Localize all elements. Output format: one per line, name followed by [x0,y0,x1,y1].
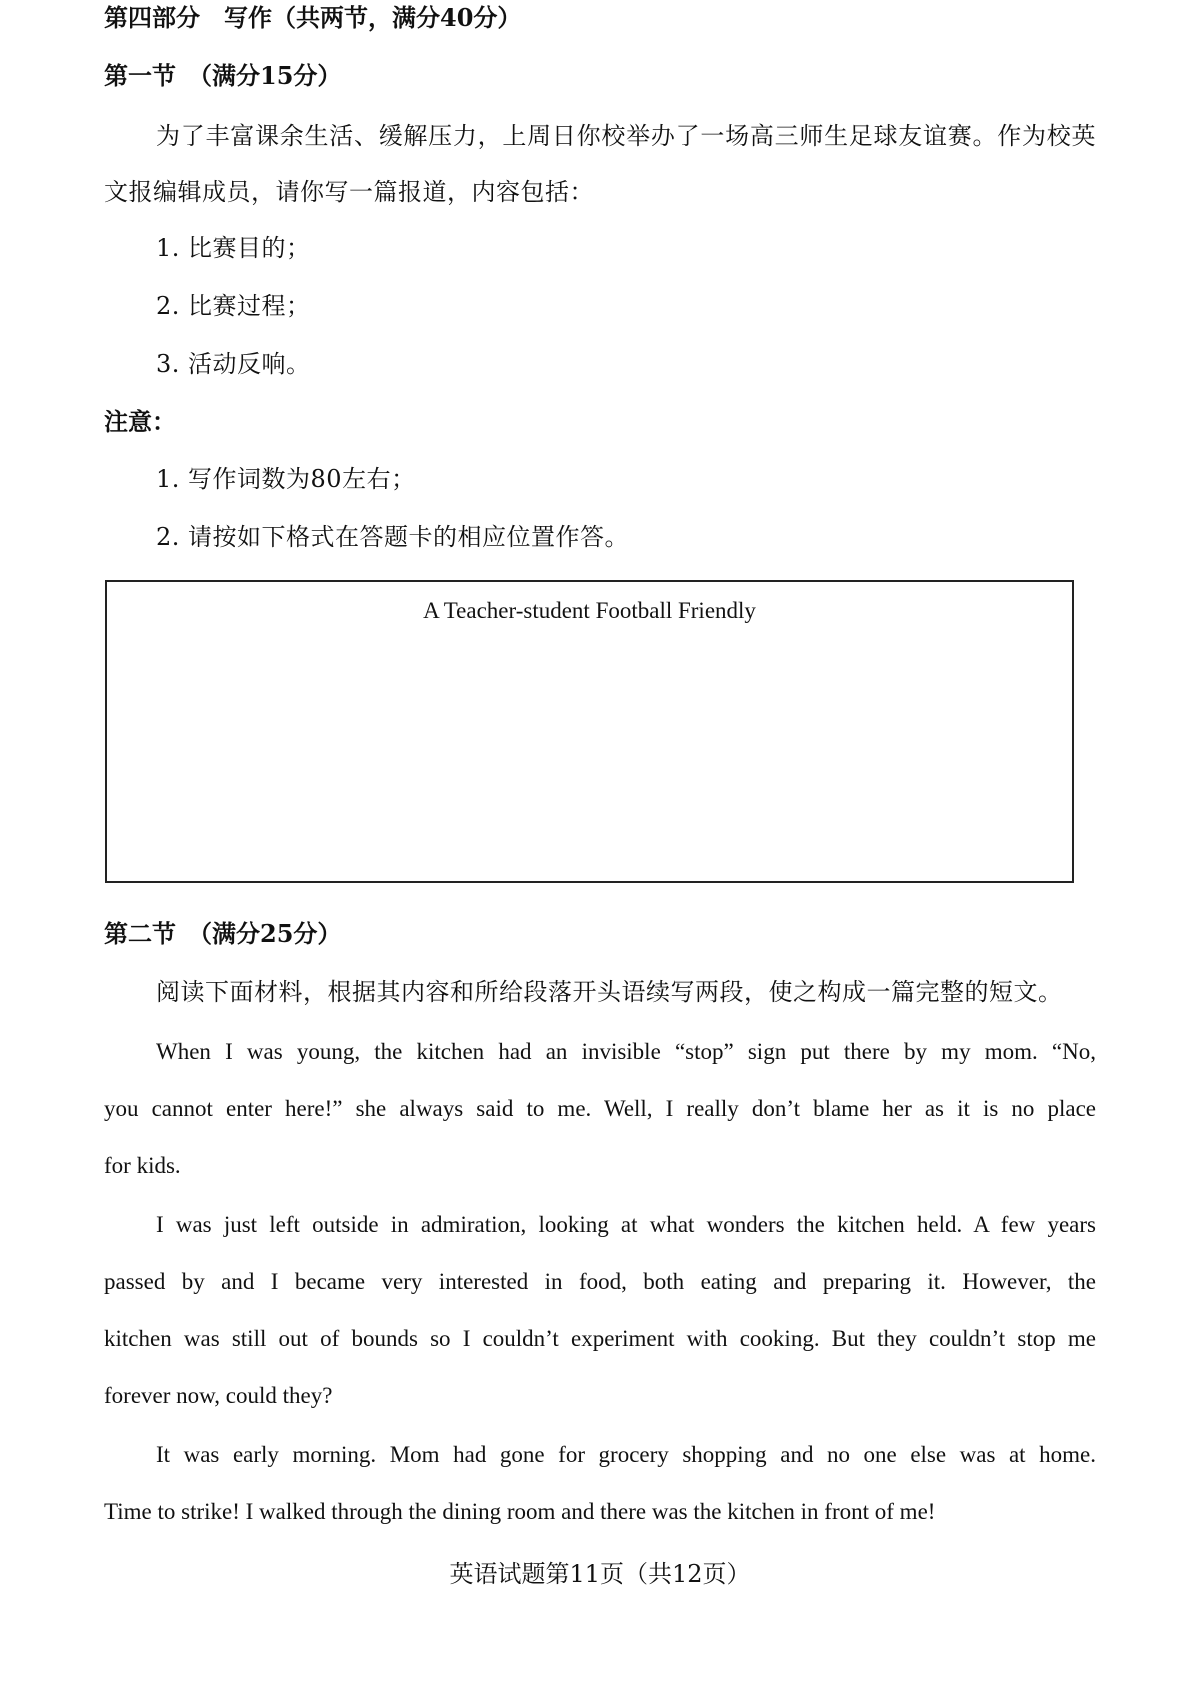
section2-heading: 第二节 （满分25分） [104,919,342,948]
note-2: 2. 请按如下格式在答题卡的相应位置作答。 [156,523,630,551]
content-point-2: 2. 比赛过程； [156,292,311,320]
content-point-3: 3. 活动反响。 [156,350,311,378]
note-label: 注意： [104,407,176,436]
passage-para2-line2: passed by and I became very interested in food, both eating and preparing it. However, the [104,1269,1096,1294]
passage-para3-line1: It was early morning. Mom had gone for grocery shopping and no one else was at home. [156,1442,1096,1467]
passage-para1-line1: When I was young, the kitchen had an invisible “stop” sign put there by my mom. “No, [156,1039,1096,1064]
passage-para2-line3: kitchen was still out of bounds so I couldn’t experiment with cooking. But they couldn’t stop me [104,1326,1096,1351]
passage-para1-line3: for kids. [104,1153,181,1178]
answer-format-title: A Teacher-student Football Friendly [423,598,756,623]
part-heading: 第四部分 写作（共两节，满分40分） [104,3,522,32]
passage-para2-line1: I was just left outside in admiration, looking at what wonders the kitchen held. A few years [156,1212,1096,1237]
passage-para2-line4: forever now, could they? [104,1383,333,1408]
page-footer: 英语试题第11页（共12页） [449,1560,751,1588]
section1-intro-line2: 文报编辑成员，请你写一篇报道，内容包括： [104,178,594,206]
section1-heading: 第一节 （满分15分） [104,61,342,90]
passage-para3-line2: Time to strike! I walked through the dining room and there was the kitchen in front of me! [104,1499,936,1524]
section1-intro-line1: 为了丰富课余生活、缓解压力，上周日你校举办了一场高三师生足球友谊赛。作为校英 [156,122,1096,150]
passage-para1-line2: you cannot enter here!” she always said to me. Well, I really don’t blame her as it is no place [104,1096,1096,1121]
section2-instruction: 阅读下面材料，根据其内容和所给段落开头语续写两段，使之构成一篇完整的短文。 [156,978,1063,1006]
note-1: 1. 写作词数为80左右； [156,465,416,493]
answer-format-box [105,580,1074,883]
content-point-1: 1. 比赛目的； [156,234,311,262]
